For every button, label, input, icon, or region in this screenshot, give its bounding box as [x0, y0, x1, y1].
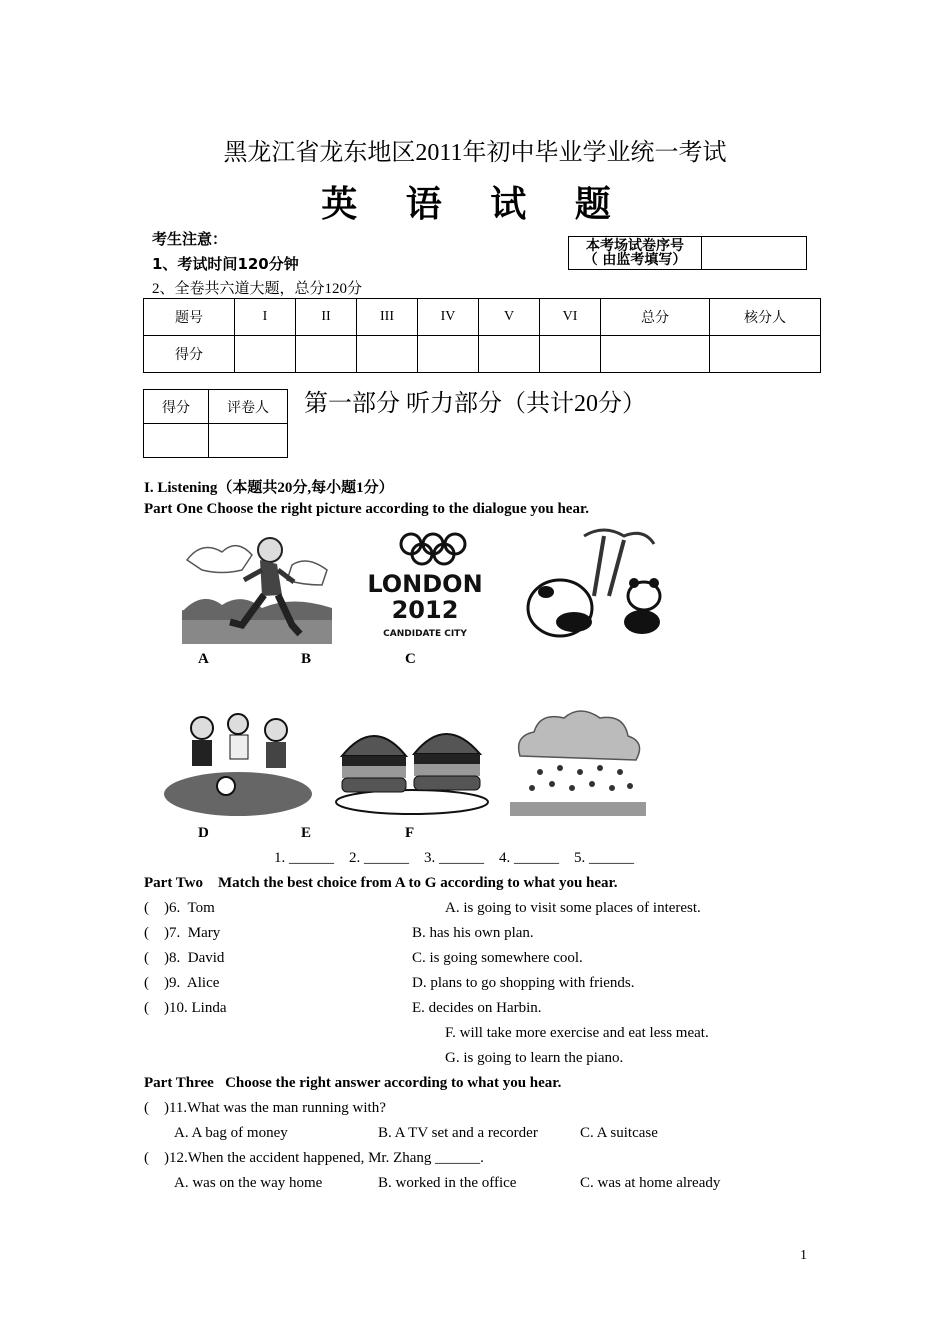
choice-b: B. has his own plan. — [412, 925, 534, 941]
q11-option-a: A. A bag of money — [174, 1125, 288, 1141]
choice-c: C. is going somewhere cool. — [412, 950, 583, 966]
picture-london-2012 — [355, 530, 495, 644]
score-cell[interactable] — [418, 336, 479, 373]
score-header-cell: 核分人 — [710, 299, 821, 336]
score-header-cell: I — [235, 299, 296, 336]
grader-header-grader: 评卷人 — [209, 390, 288, 424]
score-cell[interactable] — [601, 336, 710, 373]
notice-item-1: 1、考试时间120分钟 — [152, 255, 299, 273]
grader-header-score: 得分 — [144, 390, 209, 424]
score-row-label: 得分 — [144, 336, 235, 373]
label-a: A — [198, 651, 209, 667]
choice-a: A. is going to visit some places of interest. — [445, 900, 701, 916]
section1-heading: I. Listening（本题共20分,每小题1分） — [144, 480, 394, 496]
label-f: F — [405, 825, 415, 841]
q11-stem[interactable]: ( )11.What was the man running with? — [144, 1100, 386, 1116]
score-cell[interactable] — [235, 336, 296, 373]
q9-name[interactable]: ( )9. Alice — [144, 975, 220, 991]
label-e: E — [301, 825, 312, 841]
score-cell[interactable] — [296, 336, 357, 373]
seq-blank-cell[interactable] — [702, 237, 807, 270]
score-header-cell: III — [357, 299, 418, 336]
seq-label — [569, 237, 702, 270]
choice-f: F. will take more exercise and eat less meat. — [445, 1025, 709, 1041]
picture-hamburgers — [334, 716, 490, 816]
label-b: B — [301, 651, 312, 667]
grader-score-cell[interactable] — [144, 424, 209, 458]
grader-table — [143, 389, 288, 458]
label-d: D — [198, 825, 209, 841]
seq-label-line1: 本考场试卷序号 — [586, 238, 684, 254]
score-table-header-row — [144, 299, 821, 336]
q11-option-c: C. A suitcase — [580, 1125, 658, 1141]
notice-item-2: 2、全卷共六道大题，总分120分 — [152, 281, 363, 297]
choice-g: G. is going to learn the piano. — [445, 1050, 624, 1066]
choice-e: E. decides on Harbin. — [412, 1000, 542, 1016]
q10-name[interactable]: ( )10. Linda — [144, 1000, 227, 1016]
q8-name[interactable]: ( )8. David — [144, 950, 225, 966]
subject-title: 英 语 试 题 — [321, 184, 629, 225]
notice-heading: 考生注意： — [152, 230, 228, 248]
part-two-instruction: Part Two Match the best choice from A to G according to what you hear. — [144, 875, 618, 891]
choice-d: D. plans to go shopping with friends. — [412, 975, 635, 991]
part-one-instruction: Part One Choose the right picture according to the dialogue you hear. — [144, 501, 589, 517]
q12-stem[interactable]: ( )12.When the accident happened, Mr. Zhang ______. — [144, 1150, 484, 1166]
label-c: C — [405, 651, 416, 667]
q12-option-b: B. worked in the office — [378, 1175, 517, 1191]
score-header-cell: V — [479, 299, 540, 336]
score-header-cell: 题号 — [144, 299, 235, 336]
picture-football-kids — [164, 708, 312, 816]
picture-rain-cloud — [510, 706, 646, 816]
svg-text:2012: 2012 — [391, 596, 459, 624]
svg-text:CANDIDATE CITY: CANDIDATE CITY — [383, 629, 467, 639]
score-cell[interactable] — [710, 336, 821, 373]
page-number: 1 — [800, 1248, 807, 1263]
grader-name-cell[interactable] — [209, 424, 288, 458]
score-table-score-row — [144, 336, 821, 373]
score-cell[interactable] — [479, 336, 540, 373]
score-cell[interactable] — [540, 336, 601, 373]
score-header-cell: II — [296, 299, 357, 336]
q6-name[interactable]: ( )6. Tom — [144, 900, 215, 916]
q12-option-a: A. was on the way home — [174, 1175, 323, 1191]
score-cell[interactable] — [357, 336, 418, 373]
score-table — [143, 298, 821, 373]
score-header-cell: 总分 — [601, 299, 710, 336]
score-header-cell: VI — [540, 299, 601, 336]
seq-number-box — [568, 236, 807, 270]
seq-label-line2: （ 由监考填写） — [583, 252, 687, 268]
q12-option-c: C. was at home already — [580, 1175, 721, 1191]
picture-runner — [182, 530, 332, 644]
q7-name[interactable]: ( )7. Mary — [144, 925, 221, 941]
part-three-instruction: Part Three Choose the right answer according to what you hear. — [144, 1075, 562, 1091]
part1-title: 第一部分 听力部分（共计20分） — [304, 391, 646, 417]
svg-text:LONDON: LONDON — [367, 570, 483, 598]
score-header-cell: IV — [418, 299, 479, 336]
picture-pandas — [524, 526, 670, 644]
exam-title: 黑龙江省龙东地区2011年初中毕业学业统一考试 — [223, 140, 727, 166]
q11-option-b: B. A TV set and a recorder — [378, 1125, 538, 1141]
answer-blanks[interactable]: 1. ______ 2. ______ 3. ______ 4. ______ 5. ______ — [274, 850, 634, 866]
